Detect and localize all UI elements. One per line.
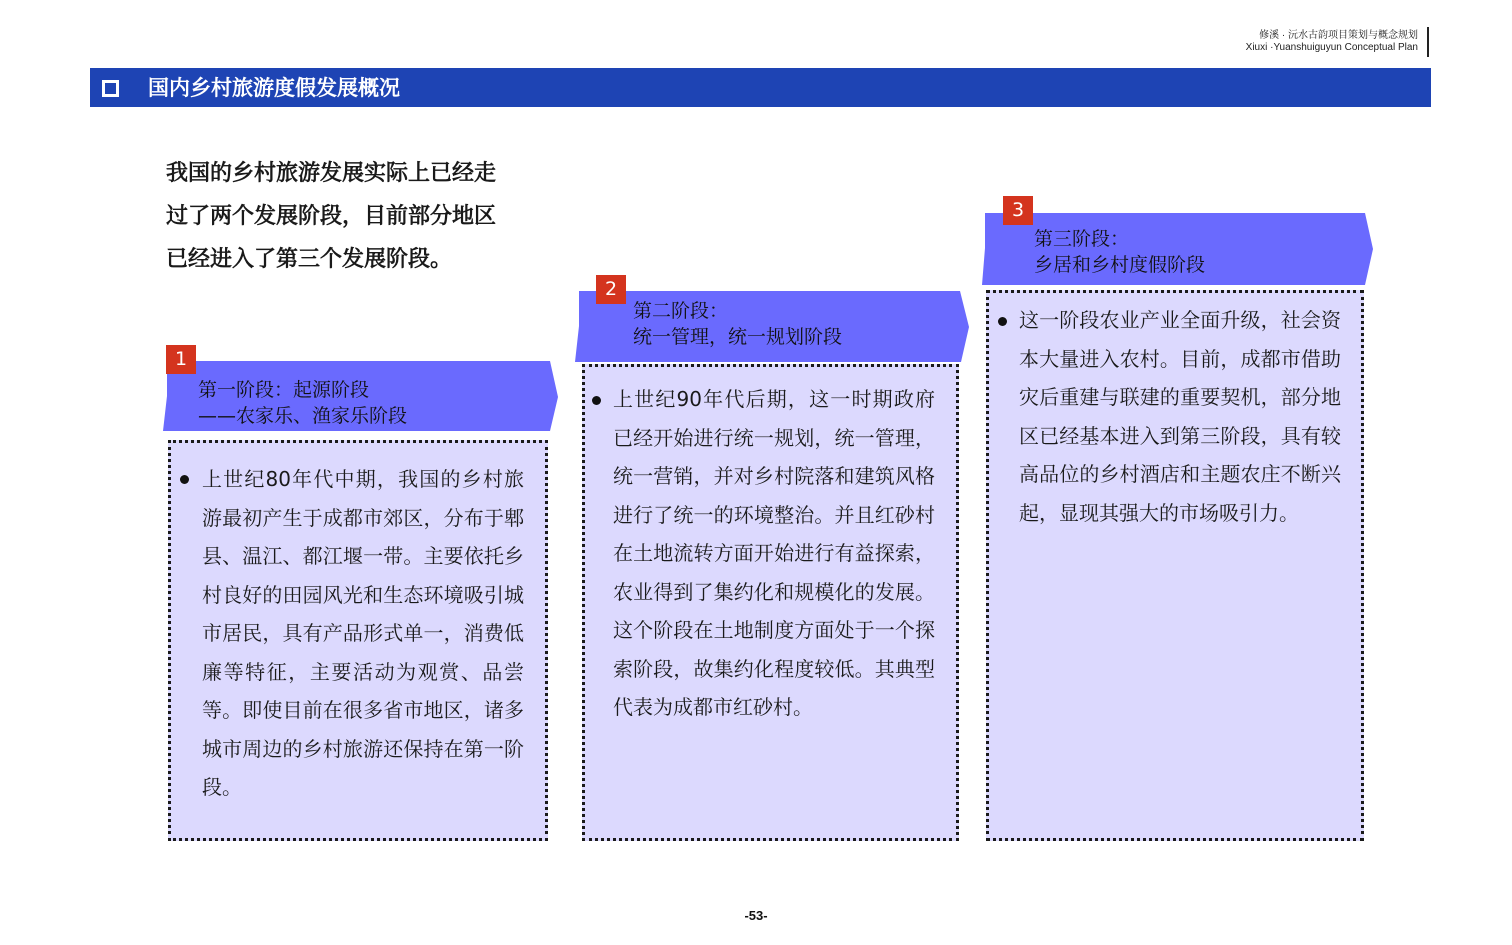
stage-3-description: 这一阶段农业产业全面升级，社会资本大量进入农村。目前，成都市借助灾后重建与联建的重要契机，部分地区已经基本进入到第三阶段，具有较高品位的乡村酒店和主题农庄不断兴起，显现其强大的市场吸引力。: [1019, 308, 1341, 525]
stage-1-banner: [162, 348, 562, 436]
section-title: 国内乡村旅游度假发展概况: [148, 76, 400, 100]
square-bullet-icon: [102, 80, 119, 97]
stage-1-title: [198, 377, 407, 429]
section-header: [90, 68, 1431, 107]
stage-1-bullet-icon: [180, 475, 189, 484]
page-number: -53-: [744, 908, 768, 923]
stage-3-banner: [981, 199, 1381, 289]
brand-title-cn: 修溪 · 沅水古韵项目策划与概念规划: [1259, 30, 1418, 41]
stage-2-title: [633, 298, 842, 350]
stage-1-description: 上世纪80年代中期，我国的乡村旅游最初产生于成都市郊区，分布于郫县、温江、都江堰一带。主要依托乡村良好的田园风光和生态环境吸引城市居民，具有产品形式单一，消费低廉等特征，主要活动为观赏、品尝等。即使目前在很多省市地区，诸多城市周边的乡村旅游还保持在第一阶段。: [202, 467, 524, 799]
intro-text: [166, 152, 566, 281]
brand-caption: [1246, 30, 1418, 54]
stage-2-description: 上世纪90年代后期，这一时期政府已经开始进行统一规划，统一管理，统一营销，并对乡村院落和建筑风格进行了统一的环境整治。并且红砂村在土地流转方面开始进行有益探索，农业得到了集约化和规模化的发展。这个阶段在土地制度方面处于一个探索阶段，故集约化程度较低。其典型代表为成都市红砂村。: [613, 387, 935, 719]
stage-3-title-line1: 第三阶段：: [1034, 228, 1130, 250]
stage-3-title-line2: 乡居和乡村度假阶段: [1034, 254, 1206, 276]
stage-2-title-line2: 统一管理，统一规划阶段: [633, 326, 843, 348]
intro-line: 已经进入了第三个发展阶段。: [166, 247, 453, 272]
intro-line: 我国的乡村旅游发展实际上已经走: [166, 161, 497, 186]
stage-1-number-badge: 1: [166, 345, 196, 374]
brand-title-en: Xiuxi ·Yuanshuiguyun Conceptual Plan: [1245, 42, 1418, 53]
brand-divider: [1427, 27, 1429, 57]
stage-2-banner: [574, 278, 974, 366]
stage-3-bullet-icon: [998, 317, 1007, 326]
stage-1-title-line2: ——农家乐、渔家乐阶段: [198, 405, 408, 427]
stage-3-number-badge: 3: [1003, 196, 1033, 225]
stage-2-bullet-icon: [592, 396, 601, 405]
intro-line: 过了两个发展阶段，目前部分地区: [166, 204, 497, 229]
stage-1-title-line1: 第一阶段：起源阶段: [198, 379, 370, 401]
stage-2-title-line1: 第二阶段：: [633, 300, 729, 322]
stage-3-title: [1034, 226, 1205, 278]
stage-2-number-badge: 2: [596, 275, 626, 304]
